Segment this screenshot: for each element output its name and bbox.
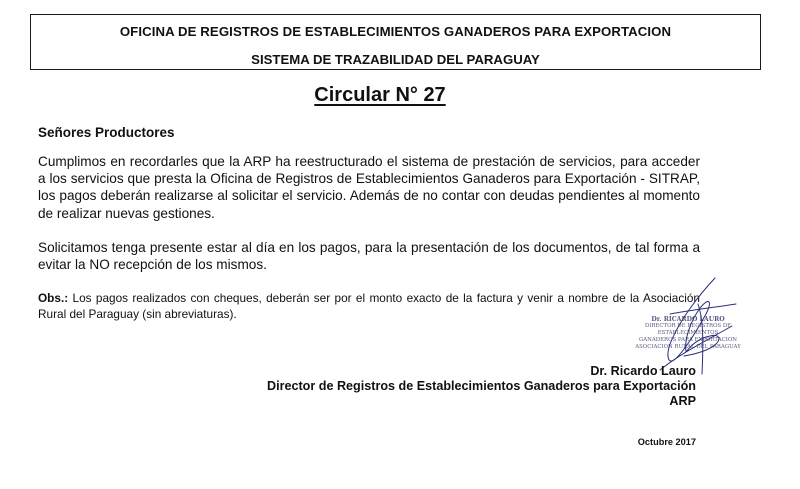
circular-title: Circular N° 27 [314, 84, 446, 106]
salutation: Señores Productores [38, 125, 175, 140]
stamp-name: Dr. RICARDO LAURO [651, 316, 725, 323]
header-office-title: OFICINA DE REGISTROS DE ESTABLECIMIENTOS GANADEROS PARA EXPORTACION [119, 24, 672, 39]
stamp-line-2: GANADEROS PARA EXPORTACION [638, 337, 737, 343]
signatory-organization: ARP [669, 394, 696, 409]
observation-text: Los pagos realizados con cheques, deberán ser por el monto exacto de la factura y venir a nombre de la Asociación Rural del Paraguay (sin abreviaturas). [38, 291, 700, 321]
stamp-line-3: ASOCIACION RURAL DEL PARAGUAY [635, 344, 741, 350]
signature-block [267, 364, 696, 410]
stamp-line-1: DIRECTOR DE REGISTROS DE ESTABLECIMIENTOS [644, 323, 732, 336]
signatory-name: Dr. Ricardo Lauro [590, 364, 696, 378]
signatory-position: Director de Registros de Establecimientos Ganaderos para Exportación [266, 379, 696, 394]
paragraph-services: Cumplimos en recordarles que la ARP ha reestructurado el sistema de prestación de servicios, para acceder a los servicios que presta la Oficina de Registros de Establecimientos Ganaderos para Exportación - SITRAP, los pagos deberán realizarse al solicitar el servicio. Además de no contar con deudas pendientes al momento de realizar nuevas gestiones. [38, 154, 700, 221]
header-system-title: SISTEMA DE TRAZABILIDAD DEL PARAGUAY [251, 52, 540, 67]
paragraph-payments: Solicitamos tenga presente estar al día en los pagos, para la presentación de los documentos, de tal forma a evitar la NO recepción de los mismos. [38, 240, 700, 273]
header-box [30, 14, 761, 70]
observation-note [38, 291, 700, 322]
observation-label: Obs.: [38, 291, 69, 305]
document-date: Octubre 2017 [637, 437, 696, 447]
